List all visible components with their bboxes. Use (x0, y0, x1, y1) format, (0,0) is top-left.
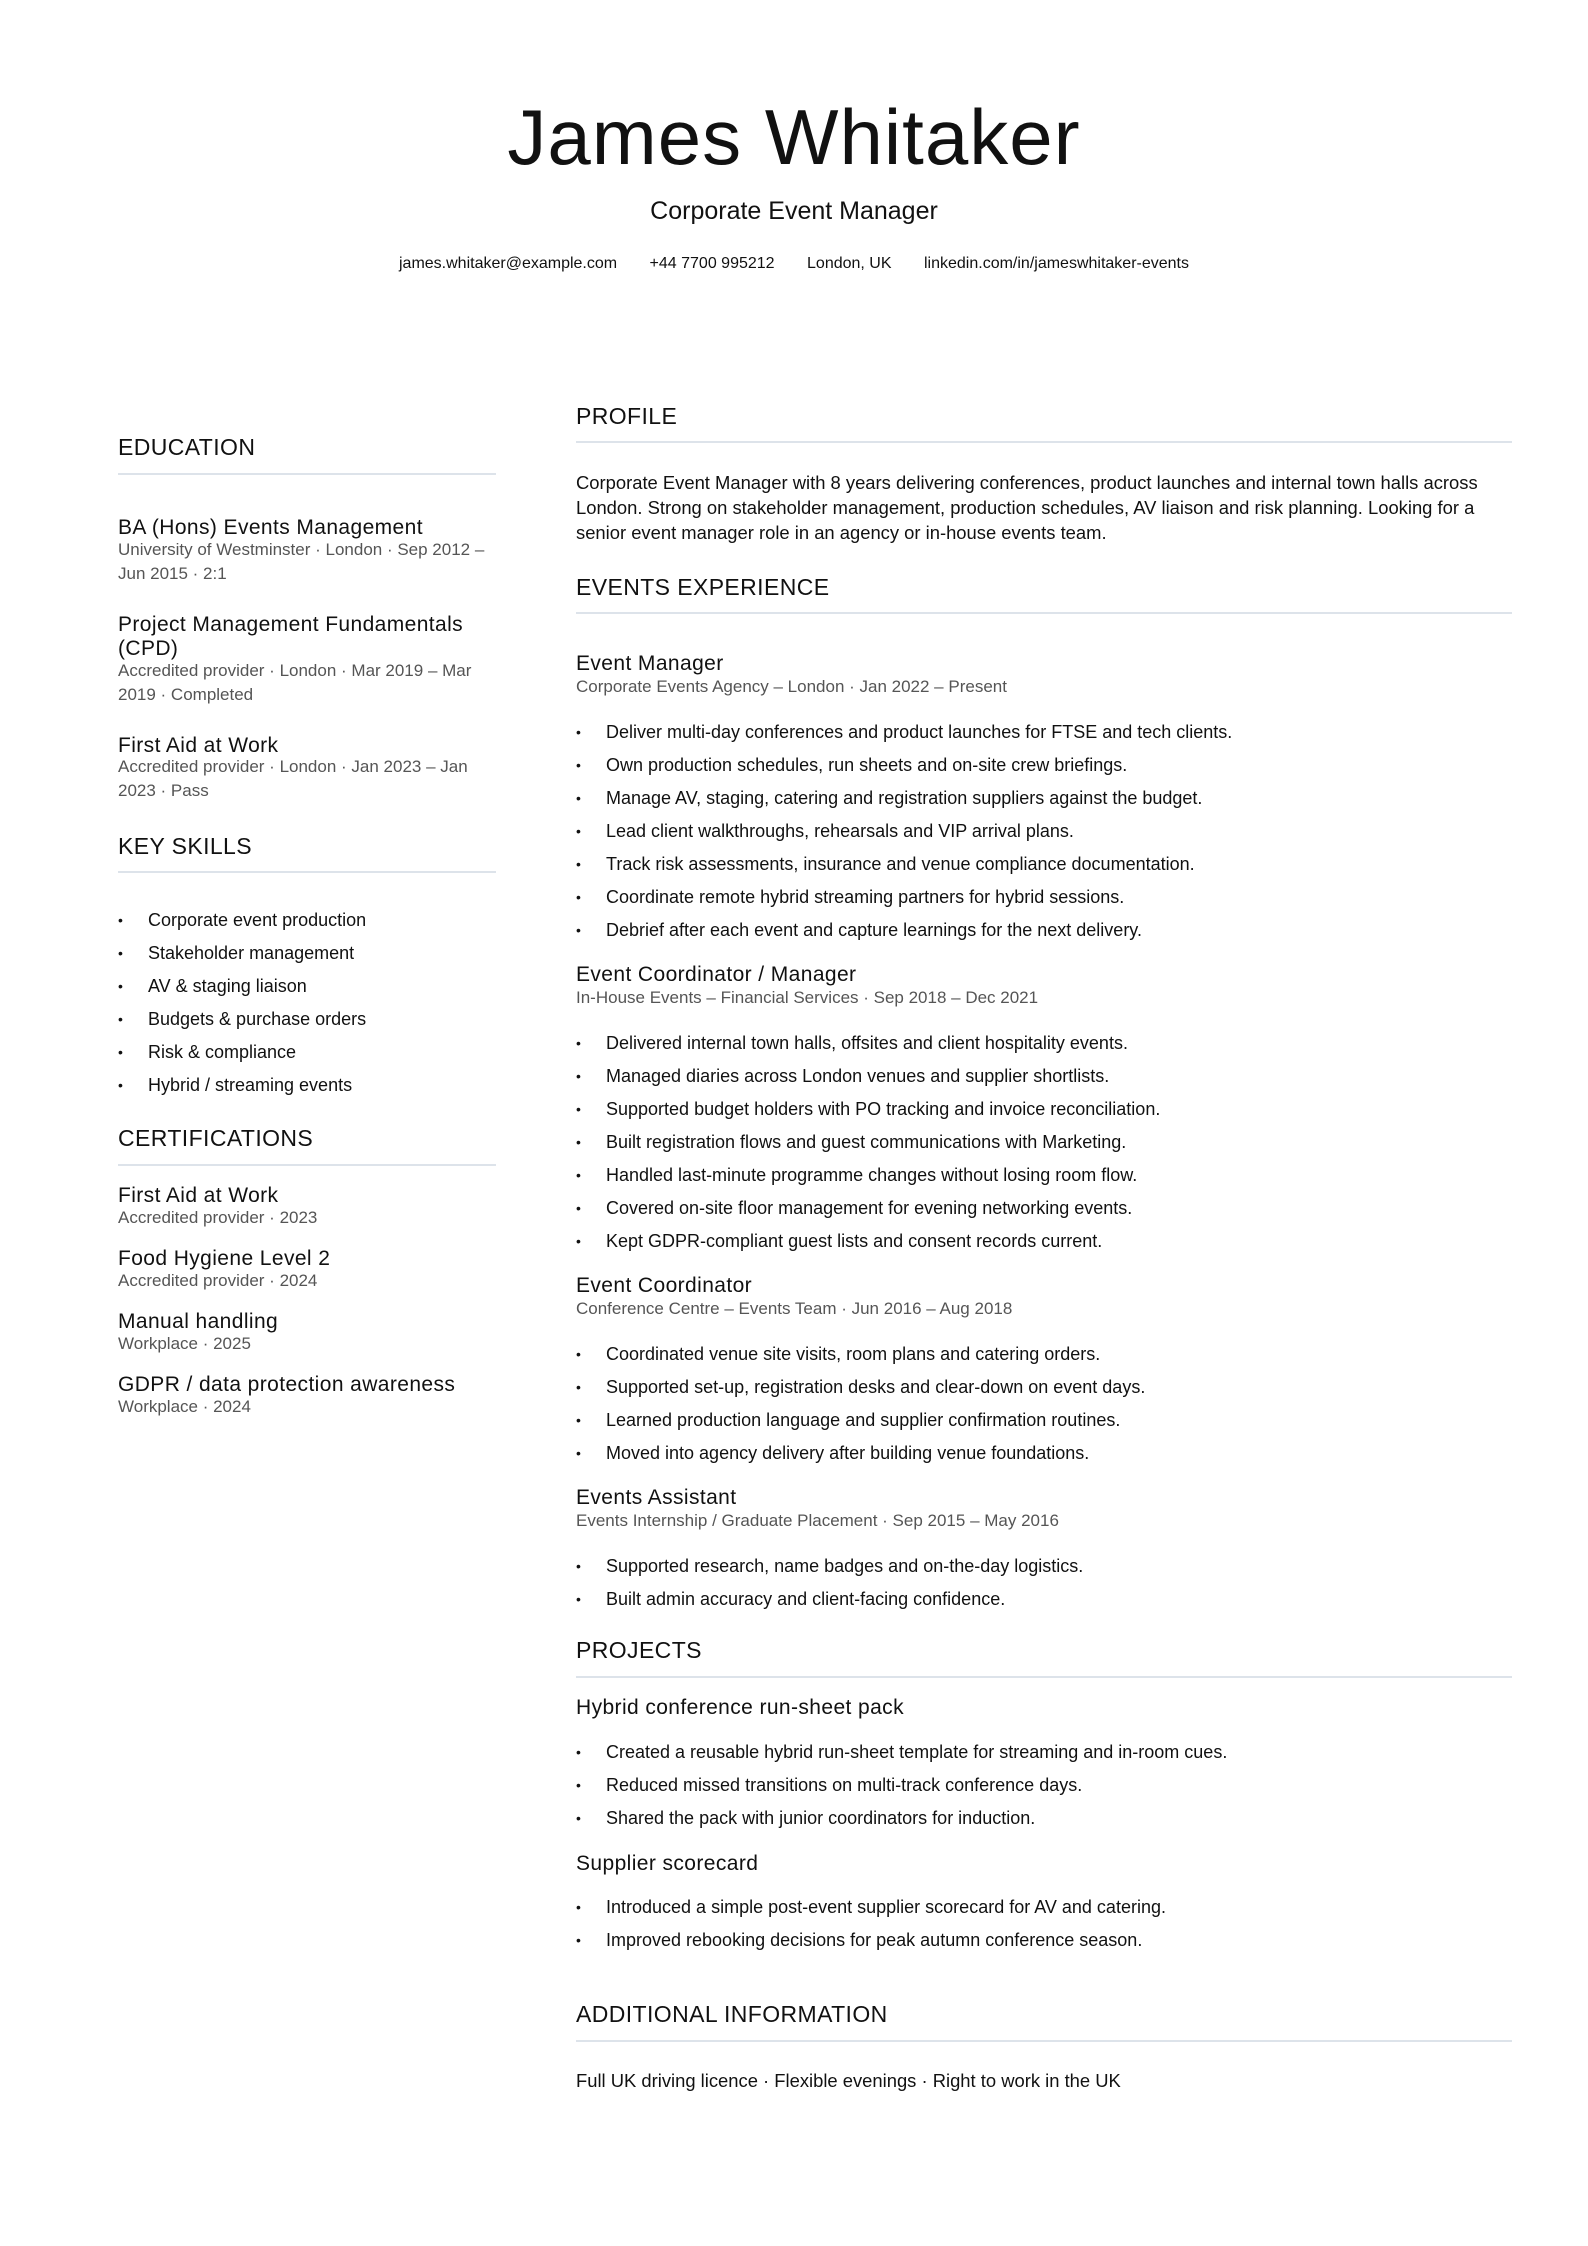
job-meta: Corporate Events Agency – London · Jan 2022 – Present (576, 677, 1007, 696)
education-item-meta: University of Westminster · London · Sep 2012 – Jun 2015 · 2:1 (118, 540, 485, 583)
job-bullet: • Coordinated venue site visits, room plans and catering orders. (576, 1338, 1145, 1371)
job-bullet: • Supported budget holders with PO tracking and invoice reconciliation. (576, 1093, 1160, 1126)
skills-heading: KEY SKILLS (118, 833, 252, 859)
job-bullet: • Handled last-minute programme changes without losing room flow. (576, 1159, 1160, 1192)
skill-item: • Corporate event production (118, 904, 366, 937)
education-item-title: First Aid at Work (118, 734, 279, 757)
project-title: Hybrid conference run-sheet pack (576, 1696, 904, 1719)
section-divider (576, 1676, 1512, 1678)
contact-email[interactable]: james.whitaker@example.com (399, 255, 618, 272)
education-item-title: Project Management Fundamentals (CPD) (118, 613, 464, 660)
job-title: Corporate Event Manager (650, 197, 938, 225)
contact-phone[interactable]: +44 7700 995212 (649, 255, 775, 272)
job-role: Event Coordinator / Manager (576, 963, 857, 986)
certification-meta: Accredited provider · 2023 (118, 1208, 318, 1227)
job-bullet: • Manage AV, staging, catering and registration suppliers against the budget. (576, 782, 1232, 815)
skills-list (118, 904, 366, 1102)
project-bullet: • Reduced missed transitions on multi-track conference days. (576, 1769, 1227, 1802)
job-meta: Events Internship / Graduate Placement · Sep 2015 – May 2016 (576, 1511, 1059, 1530)
education-item-title: BA (Hons) Events Management (118, 516, 423, 539)
section-divider (118, 1164, 496, 1166)
certification-meta: Accredited provider · 2024 (118, 1271, 318, 1290)
job-bullet: • Delivered internal town halls, offsites and client hospitality events. (576, 1027, 1160, 1060)
contact-location: London, UK (807, 255, 892, 272)
project-bullet: • Created a reusable hybrid run-sheet template for streaming and in-room cues. (576, 1736, 1227, 1769)
project-bullets (576, 1736, 1227, 1835)
skill-item: • Budgets & purchase orders (118, 1003, 366, 1036)
project-bullets (576, 1891, 1166, 1957)
certification-meta: Workplace · 2024 (118, 1397, 251, 1416)
section-divider (118, 473, 496, 475)
job-bullet: • Moved into agency delivery after building venue foundations. (576, 1437, 1145, 1470)
job-bullet: • Track risk assessments, insurance and venue compliance documentation. (576, 848, 1232, 881)
contact-linkedin[interactable]: linkedin.com/in/jameswhitaker-events (923, 255, 1189, 272)
profile-summary: Corporate Event Manager with 8 years delivering conferences, product launches and internal town halls across London. Strong on stakeholder management, production schedules, AV liaison and risk planning. Looking for a senior event manager role in an agency or in-house events team. (576, 472, 1478, 543)
job-bullets (576, 716, 1232, 947)
certification-title: First Aid at Work (118, 1184, 279, 1207)
skill-item: • AV & staging liaison (118, 970, 366, 1003)
job-bullet: • Managed diaries across London venues and supplier shortlists. (576, 1060, 1160, 1093)
job-bullet: • Covered on-site floor management for evening networking events. (576, 1192, 1160, 1225)
job-bullet: • Deliver multi-day conferences and product launches for FTSE and tech clients. (576, 716, 1232, 749)
job-role: Events Assistant (576, 1486, 737, 1509)
certification-title: Manual handling (118, 1310, 279, 1333)
skill-item: • Risk & compliance (118, 1036, 366, 1069)
job-bullets (576, 1338, 1145, 1470)
job-bullet: • Lead client walkthroughs, rehearsals and VIP arrival plans. (576, 815, 1232, 848)
certification-title: Food Hygiene Level 2 (118, 1247, 331, 1270)
job-meta: Conference Centre – Events Team · Jun 2016 – Aug 2018 (576, 1299, 1013, 1318)
contact-line (0, 254, 1588, 274)
experience-heading: EVENTS EXPERIENCE (576, 574, 830, 600)
job-bullet: • Kept GDPR-compliant guest lists and consent records current. (576, 1225, 1160, 1258)
section-divider (576, 441, 1512, 443)
job-role: Event Coordinator (576, 1274, 753, 1297)
job-bullets (576, 1027, 1160, 1258)
job-bullet: • Supported research, name badges and on-the-day logistics. (576, 1550, 1083, 1583)
education-heading: EDUCATION (118, 434, 256, 460)
job-role: Event Manager (576, 652, 724, 675)
certification-title: GDPR / data protection awareness (118, 1373, 456, 1396)
section-divider (576, 2040, 1512, 2042)
job-bullet: • Learned production language and supplier confirmation routines. (576, 1404, 1145, 1437)
education-item-meta: Accredited provider · London · Jan 2023 – Jan 2023 · Pass (118, 757, 468, 800)
additional-info: Full UK driving licence · Flexible evenings · Right to work in the UK (576, 2070, 1121, 2091)
skill-item: • Stakeholder management (118, 937, 366, 970)
job-bullet: • Debrief after each event and capture learnings for the next delivery. (576, 914, 1232, 947)
job-bullet: • Built admin accuracy and client-facing confidence. (576, 1583, 1083, 1616)
education-item-meta: Accredited provider · London · Mar 2019 – Mar 2019 · Completed (118, 661, 472, 704)
job-meta: In-House Events – Financial Services · Sep 2018 – Dec 2021 (576, 988, 1039, 1007)
job-bullet: • Built registration flows and guest communications with Marketing. (576, 1126, 1160, 1159)
candidate-name: James Whitaker (507, 93, 1081, 181)
project-bullet: • Introduced a simple post-event supplier scorecard for AV and catering. (576, 1891, 1166, 1924)
project-bullet: • Shared the pack with junior coordinators for induction. (576, 1802, 1227, 1835)
certification-meta: Workplace · 2025 (118, 1334, 251, 1353)
certifications-heading: CERTIFICATIONS (118, 1125, 314, 1151)
job-bullet: • Supported set-up, registration desks and clear-down on event days. (576, 1371, 1145, 1404)
profile-heading: PROFILE (576, 403, 678, 429)
additional-heading: ADDITIONAL INFORMATION (576, 2001, 888, 2027)
project-title: Supplier scorecard (576, 1852, 759, 1875)
project-bullet: • Improved rebooking decisions for peak autumn conference season. (576, 1924, 1166, 1957)
job-bullets (576, 1550, 1083, 1616)
projects-heading: PROJECTS (576, 1637, 702, 1663)
job-bullet: • Coordinate remote hybrid streaming partners for hybrid sessions. (576, 881, 1232, 914)
section-divider (576, 612, 1512, 614)
job-bullet: • Own production schedules, run sheets and on-site crew briefings. (576, 749, 1232, 782)
skill-item: • Hybrid / streaming events (118, 1069, 366, 1102)
section-divider (118, 871, 496, 873)
